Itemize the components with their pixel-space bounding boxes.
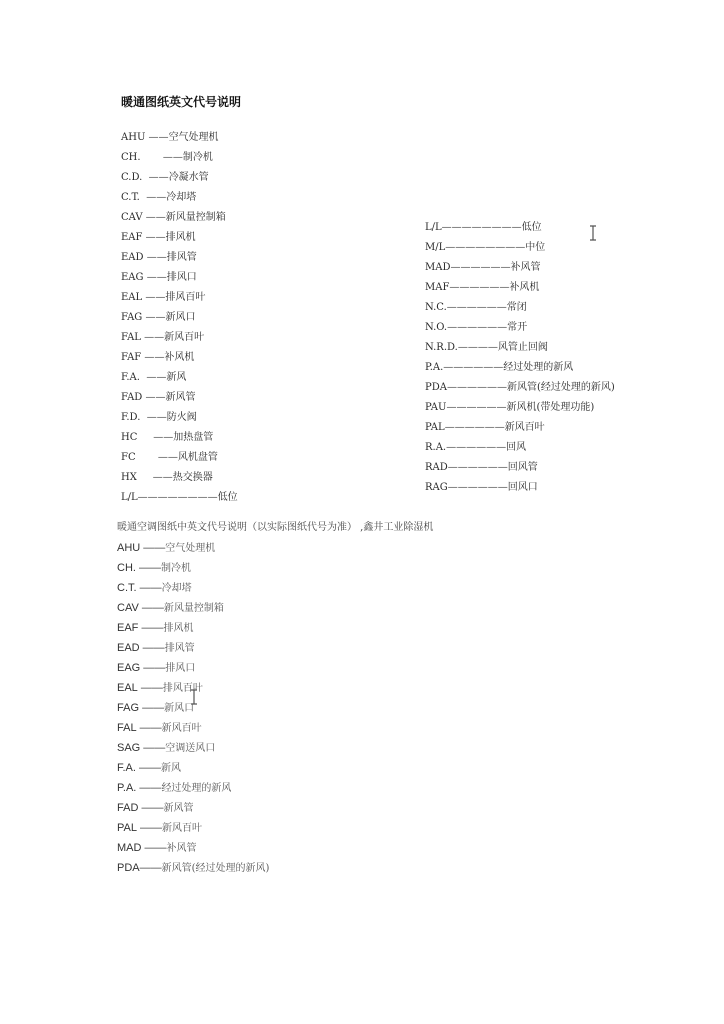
code-abbreviation: MAD — [117, 842, 142, 854]
dash-separator: —— — [142, 172, 169, 183]
list-item — [117, 818, 269, 838]
dash-separator: ———————— — [445, 242, 526, 253]
code-description: 回风管 — [507, 462, 538, 473]
dash-separator: —— — [136, 472, 173, 483]
dash-separator: —— — [138, 802, 164, 814]
list-item — [117, 538, 269, 558]
code-abbreviation: L/L — [121, 492, 138, 503]
text-cursor-icon — [189, 689, 199, 705]
code-description: 冷却塔 — [166, 192, 197, 203]
code-abbreviation: P.A. — [425, 362, 444, 373]
code-description: 风机盘管 — [177, 452, 218, 463]
dash-separator: —————— — [447, 322, 508, 333]
code-description: 新风口 — [165, 312, 196, 323]
code-description: 新风口 — [164, 703, 195, 714]
list-item — [117, 598, 269, 618]
list-item — [425, 318, 615, 338]
list-item — [121, 288, 238, 308]
code-description: 冷凝水管 — [168, 172, 209, 183]
code-abbreviation: CH. — [121, 152, 141, 163]
list-item — [425, 358, 615, 378]
code-description: 补风机 — [164, 352, 195, 363]
code-description: 空气处理机 — [168, 132, 219, 143]
list-item — [425, 438, 615, 458]
dash-separator: —— — [142, 312, 166, 323]
dash-separator: —— — [136, 582, 162, 594]
list-item — [425, 418, 615, 438]
code-description: 低位 — [217, 492, 238, 503]
code-description: 风管止回阀 — [497, 342, 548, 353]
code-abbreviation: FAG — [117, 702, 140, 714]
code-description: 新风管 — [165, 392, 196, 403]
code-abbreviation: EAD — [117, 642, 140, 654]
dash-separator: —— — [139, 642, 165, 654]
list-item — [117, 778, 269, 798]
code-abbreviation: F.D. — [121, 412, 141, 423]
code-abbreviation: AHU — [121, 132, 146, 143]
dash-separator: —— — [137, 432, 174, 443]
list-item — [425, 278, 615, 298]
dash-separator: —— — [143, 272, 167, 283]
code-description: 排风百叶 — [162, 683, 203, 694]
dash-separator: —— — [139, 192, 167, 203]
dash-separator: —————— — [450, 262, 511, 273]
dash-separator: —————— — [443, 362, 504, 373]
code-abbreviation: C.T. — [117, 582, 137, 594]
code-abbreviation: RAG — [425, 482, 448, 493]
code-description: 新风百叶 — [161, 723, 202, 734]
code-abbreviation: FAD — [121, 392, 143, 403]
dash-separator: —— — [139, 862, 162, 874]
code-abbreviation: EAL — [117, 682, 138, 694]
code-abbreviation: L/L — [425, 222, 442, 233]
code-description: 新风百叶 — [162, 823, 203, 834]
code-abbreviation: R.A. — [425, 442, 447, 453]
dash-separator: —— — [136, 722, 162, 734]
list-item — [121, 168, 238, 188]
dash-separator: —— — [142, 232, 166, 243]
list-item — [425, 478, 615, 498]
code-list-bottom — [117, 538, 269, 878]
dash-separator: —— — [136, 822, 163, 834]
list-item — [425, 238, 615, 258]
list-item — [117, 798, 269, 818]
dash-separator: ———————— — [441, 222, 522, 233]
code-abbreviation: FAL — [121, 332, 141, 343]
code-abbreviation: EAD — [121, 252, 144, 263]
code-description: 新风量控制箱 — [163, 603, 224, 614]
list-item — [121, 148, 238, 168]
list-item — [117, 638, 269, 658]
dash-separator: —— — [138, 622, 164, 634]
dash-separator: —— — [139, 372, 167, 383]
dash-separator: —— — [140, 332, 165, 343]
code-abbreviation: F.A. — [121, 372, 140, 383]
code-abbreviation: MAF — [425, 282, 450, 293]
code-description: 新风管(经过处理的新风) — [506, 382, 615, 393]
list-item — [425, 218, 615, 238]
code-abbreviation: N.O. — [425, 322, 448, 333]
dash-separator: ———— — [457, 342, 498, 353]
code-abbreviation: MAD — [425, 262, 451, 273]
dash-separator: —— — [135, 452, 178, 463]
code-description: 新风百叶 — [504, 422, 545, 433]
code-abbreviation: FAF — [121, 352, 142, 363]
section-subtitle: 暖通空调图纸中英文代号说明（以实际图纸代号为准） ,鑫井工业除湿机 — [117, 522, 434, 533]
list-item — [121, 328, 238, 348]
code-description: 补风管 — [166, 843, 197, 854]
list-item — [121, 468, 238, 488]
code-description: 排风机 — [165, 232, 196, 243]
dash-separator: —— — [142, 292, 166, 303]
list-item — [121, 448, 238, 468]
code-description: 经过处理的新风 — [503, 362, 574, 373]
code-description: 新风机(带处理功能) — [506, 402, 595, 413]
code-abbreviation: CAV — [117, 602, 139, 614]
code-description: 回风 — [506, 442, 527, 453]
code-list-left — [121, 128, 238, 508]
code-description: 常开 — [507, 322, 528, 333]
code-abbreviation: N.C. — [425, 302, 447, 313]
code-abbreviation: EAG — [117, 662, 141, 674]
code-abbreviation: PAL — [117, 822, 137, 834]
code-abbreviation: HC — [121, 432, 138, 443]
list-item — [425, 398, 615, 418]
code-description: 回风口 — [507, 482, 538, 493]
code-description: 制冷机 — [161, 563, 192, 574]
list-item — [121, 348, 238, 368]
dash-separator: —— — [140, 742, 166, 754]
list-item — [117, 738, 269, 758]
code-description: 热交换器 — [172, 472, 213, 483]
dash-separator: —— — [139, 702, 165, 714]
list-item — [121, 188, 238, 208]
code-abbreviation: FAL — [117, 722, 137, 734]
code-description: 新风 — [161, 763, 182, 774]
dash-separator: —————— — [446, 382, 507, 393]
list-item — [117, 618, 269, 638]
code-description: 经过处理的新风 — [161, 783, 232, 794]
code-description: 新风管(经过处理的新风) — [161, 863, 270, 874]
code-description: 低位 — [521, 222, 542, 233]
code-abbreviation: PAU — [425, 402, 447, 413]
dash-separator: ———————— — [137, 492, 218, 503]
dash-separator: —— — [145, 132, 169, 143]
list-item — [117, 558, 269, 578]
code-abbreviation: CH. — [117, 562, 136, 574]
dash-separator: —— — [141, 352, 165, 363]
code-description: 制冷机 — [182, 152, 213, 163]
code-abbreviation: FAD — [117, 802, 139, 814]
list-item — [117, 658, 269, 678]
code-description: 中位 — [525, 242, 546, 253]
code-abbreviation: AHU — [117, 542, 141, 554]
dash-separator: —————— — [446, 442, 507, 453]
code-description: 冷却塔 — [161, 583, 192, 594]
code-description: 新风百叶 — [164, 332, 205, 343]
code-abbreviation: N.R.D. — [425, 342, 458, 353]
dash-separator: —————— — [447, 462, 508, 473]
dash-separator: —— — [140, 542, 166, 554]
code-abbreviation: SAG — [117, 742, 141, 754]
list-item — [425, 458, 615, 478]
code-description: 排风管 — [164, 643, 195, 654]
code-abbreviation: RAD — [425, 462, 448, 473]
dash-separator: —— — [135, 562, 162, 574]
list-item — [121, 208, 238, 228]
code-description: 空气处理机 — [165, 543, 216, 554]
dash-separator: —— — [142, 392, 166, 403]
dash-separator: —————— — [444, 422, 505, 433]
list-item — [117, 578, 269, 598]
code-abbreviation: CAV — [121, 212, 143, 223]
dash-separator: —————— — [446, 302, 507, 313]
list-item — [425, 338, 615, 358]
page-title: 暖通图纸英文代号说明 — [121, 95, 242, 109]
dash-separator: —— — [140, 152, 183, 163]
list-item — [121, 408, 238, 428]
list-item — [425, 258, 615, 278]
code-abbreviation: EAF — [121, 232, 143, 243]
dash-separator: —— — [142, 212, 166, 223]
dash-separator: —————— — [446, 402, 507, 413]
dash-separator: —————— — [447, 482, 508, 493]
list-item — [121, 428, 238, 448]
code-description: 加热盘管 — [173, 432, 214, 443]
code-description: 空调送风口 — [165, 743, 216, 754]
code-abbreviation: EAG — [121, 272, 144, 283]
code-description: 补风机 — [509, 282, 540, 293]
code-description: 新风管 — [163, 803, 194, 814]
code-abbreviation: PDA — [117, 862, 140, 874]
list-item — [425, 298, 615, 318]
dash-separator: —— — [141, 842, 167, 854]
code-description: 补风管 — [510, 262, 541, 273]
dash-separator: —— — [136, 782, 162, 794]
list-item — [117, 858, 269, 878]
code-abbreviation: M/L — [425, 242, 446, 253]
dash-separator: —————— — [449, 282, 510, 293]
code-description: 排风管 — [166, 252, 197, 263]
code-description: 新风 — [166, 372, 187, 383]
list-item — [117, 758, 269, 778]
code-abbreviation: EAL — [121, 292, 143, 303]
list-item — [425, 378, 615, 398]
code-description: 排风口 — [166, 272, 197, 283]
dash-separator: —— — [140, 412, 167, 423]
code-abbreviation: C.D. — [121, 172, 143, 183]
list-item — [121, 388, 238, 408]
dash-separator: —— — [137, 682, 163, 694]
dash-separator: —— — [143, 252, 167, 263]
code-abbreviation: P.A. — [117, 782, 137, 794]
code-description: 常闭 — [506, 302, 527, 313]
code-abbreviation: PAL — [425, 422, 445, 433]
code-description: 排风口 — [165, 663, 196, 674]
text-cursor-icon — [588, 225, 598, 241]
code-description: 新风量控制箱 — [165, 212, 226, 223]
list-item — [121, 308, 238, 328]
list-item — [121, 248, 238, 268]
list-item — [117, 838, 269, 858]
code-abbreviation: C.T. — [121, 192, 140, 203]
list-item — [121, 268, 238, 288]
dash-separator: —— — [140, 662, 166, 674]
code-list-right — [425, 218, 615, 498]
list-item — [117, 718, 269, 738]
code-abbreviation: EAF — [117, 622, 139, 634]
code-description: 排风百叶 — [165, 292, 206, 303]
code-abbreviation: FC — [121, 452, 136, 463]
list-item — [121, 228, 238, 248]
list-item — [121, 488, 238, 508]
code-abbreviation: F.A. — [117, 762, 136, 774]
code-abbreviation: HX — [121, 472, 137, 483]
dash-separator: —— — [138, 602, 164, 614]
code-description: 防火阀 — [166, 412, 197, 423]
code-abbreviation: PDA — [425, 382, 447, 393]
dash-separator: —— — [135, 762, 162, 774]
code-abbreviation: FAG — [121, 312, 143, 323]
list-item — [121, 368, 238, 388]
list-item — [121, 128, 238, 148]
code-description: 排风机 — [163, 623, 194, 634]
